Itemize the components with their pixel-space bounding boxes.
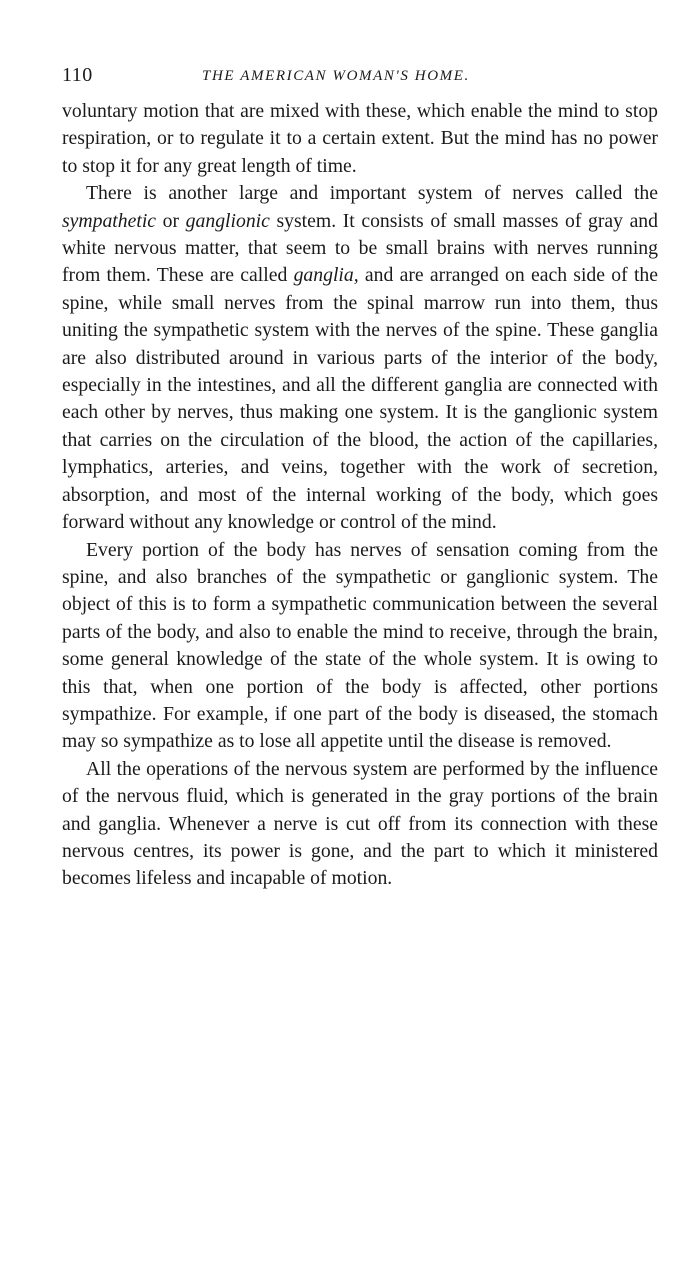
text-run: system. It consists of small masses of gray and white nervous matter, that seem to be small brains with nerves running from them. These are called: [62, 209, 658, 287]
page-number: 110: [62, 64, 93, 86]
page-header: [62, 62, 658, 92]
italic-term-ganglionic: ganglionic: [185, 209, 270, 232]
body-text: [62, 98, 658, 893]
paragraph-1: [62, 98, 658, 180]
text-run: Every portion of the body has nerves of sensation coming from the spine, and also branches of the sympathetic or ganglionic system. The object of this is to form a sympathetic communication between the several parts of the body, and also to enable the mind to receive, through the brain, some general knowledge of the state of the whole system. It is owing to this that, when one portion of the body is affected, other portions sympathize. For example, if one part of the body is diseased, the stomach may so sympathize as to lose all appetite until the disease is removed.: [62, 538, 658, 753]
paragraph-2: [62, 180, 658, 536]
text-run: or: [156, 209, 186, 232]
paragraph-3: [62, 537, 658, 756]
text-run: All the operations of the nervous system are performed by the influence of the nervous fluid, which is generated in the gray portions of the brain and ganglia. Whenever a nerve is cut off from its connection with these nervous centres, its power is gone, and the part to which it ministered becomes lifeless and incapable of motion.: [62, 757, 658, 890]
running-head: THE AMERICAN WOMAN'S HOME.: [202, 68, 470, 84]
italic-term-ganglia: ganglia,: [293, 264, 359, 287]
text-run: voluntary motion that are mixed with these, which enable the mind to stop respiration, or to regulate it to a certain extent. But the mind has no power to stop it for any great length of time.: [62, 100, 658, 177]
paragraph-4: [62, 756, 658, 893]
italic-term-sympathetic: sympathetic: [62, 209, 157, 232]
book-page: [62, 62, 658, 893]
text-run: and are arranged on each side of the spine, while small nerves from the spinal marrow run into them, thus uniting the sympathetic system with the nerves of the spine. These ganglia are also distributed around in various parts of the interior of the body, especially in the intestines, and all the different ganglia are connected with each other by nerves, thus making one system. It is the ganglionic system that carries on the circulation of the blood, the action of the capillaries, lymphatics, arteries, and veins, together with the work of secretion, absorption, and most of the internal working of the body, which goes forward without any knowledge or control of the mind.: [62, 264, 658, 534]
text-run: There is another large and important system of nerves called the: [86, 182, 658, 205]
